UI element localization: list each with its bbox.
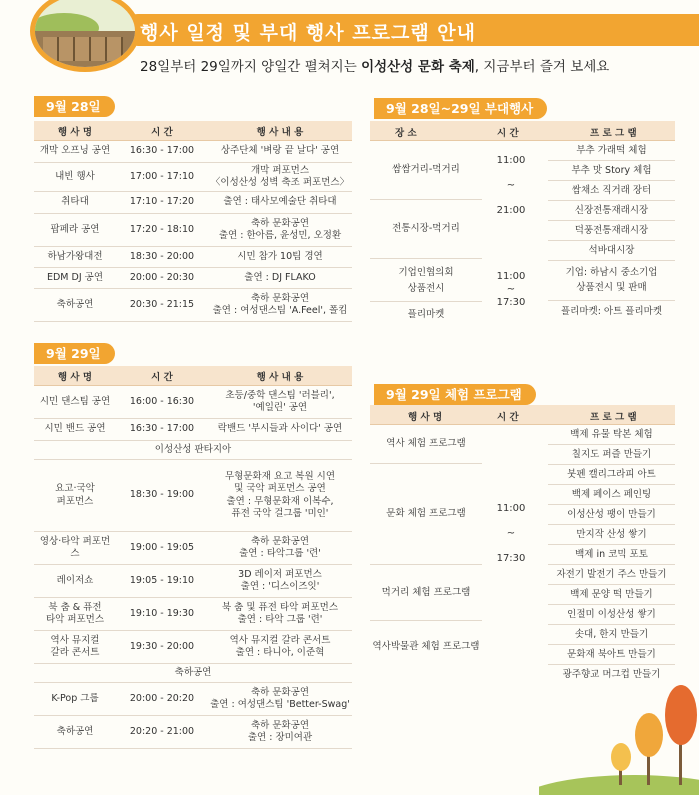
- program-list: [548, 141, 675, 323]
- day29-tag: 9월 29일: [34, 343, 115, 364]
- content-line: 축하 문화공연: [250, 686, 310, 698]
- program-name-cell: 문화 체험 프로그램: [370, 464, 482, 565]
- table-row: [34, 386, 352, 419]
- event-time: 20:00 - 20:20: [116, 683, 208, 716]
- event-time: 19:30 - 20:00: [116, 631, 208, 664]
- content-line: 초등/중학 댄스팀 '러블리',: [225, 389, 335, 401]
- program-item: 광주향교 머그컵 만들기: [562, 669, 661, 680]
- event-name: K-Pop 그룹: [34, 683, 116, 716]
- content-line: 개막 퍼포먼스: [250, 164, 310, 176]
- place-line: 기업인협의회: [398, 267, 454, 278]
- event-content: [208, 565, 352, 598]
- section-label: 축하공연: [34, 664, 352, 683]
- event-time: 17:20 - 18:10: [116, 214, 208, 247]
- event-name: 내빈 행사: [34, 163, 116, 192]
- col-header-name: 행 사 명: [34, 366, 116, 386]
- event-time: 16:00 - 16:30: [116, 386, 208, 419]
- program-item: 만지작 산성 쌓기: [548, 525, 675, 545]
- program-name-cell: 역사 체험 프로그램: [370, 425, 482, 464]
- time-cell: [482, 425, 540, 675]
- name-line: 퍼포먼스: [56, 495, 94, 507]
- experience-tag: 9월 29일 체험 프로그램: [374, 384, 536, 405]
- col-header-name: 행 사 명: [408, 412, 443, 423]
- time-sep: ~: [506, 284, 516, 295]
- event-content: 락밴드 '부시들과 사이다' 공연: [208, 419, 352, 441]
- tree-crown: [635, 713, 663, 757]
- content-line: 출연 : 타악그룹 '련': [239, 548, 321, 559]
- program-item: 부추 맛 Story 체험: [548, 161, 675, 181]
- time-start: 11:00: [496, 503, 526, 514]
- side-header-row: [370, 121, 675, 141]
- event-name: 축하공연: [34, 716, 116, 749]
- table-row: [34, 716, 352, 749]
- col-header-program: 프 로 그 램: [590, 412, 637, 423]
- program-item: 플리마켓: 아트 플리마켓: [560, 306, 662, 317]
- place-cell: 플리마켓: [407, 309, 445, 320]
- event-content: [208, 163, 352, 192]
- program-item: 붓펜 캘리그라피 아트: [548, 465, 675, 485]
- table-row: [34, 289, 352, 322]
- program-name-cell: 먹거리 체험 프로그램: [370, 565, 482, 621]
- program-item: 쌈채소 직거래 장터: [548, 181, 675, 201]
- event-name: [34, 598, 116, 631]
- time-sep: ~: [506, 180, 516, 191]
- table-row: [34, 631, 352, 664]
- tree-crown: [611, 743, 631, 771]
- content-line: 축하 문화공연: [250, 535, 310, 547]
- program-item: 신장전통재래시장: [548, 201, 675, 221]
- program-item: 이성산성 팽이 만들기: [548, 505, 675, 525]
- program-item: 부추 가래떡 체험: [548, 141, 675, 161]
- content-line: 무형문화재 요고 복원 시연: [224, 470, 335, 482]
- place-cell: [370, 261, 482, 302]
- event-time: 18:30 - 19:00: [116, 460, 208, 532]
- content-line: 북 춤 및 퓨전 타악 퍼포먼스: [221, 601, 339, 613]
- event-content: [208, 683, 352, 716]
- col-header-content: 행 사 내 용: [208, 366, 352, 386]
- event-time: 20:20 - 21:00: [116, 716, 208, 749]
- section-label: 이성산성 판타지아: [34, 441, 352, 460]
- event-name: 개막 오프닝 공연: [34, 141, 116, 163]
- day29-schedule: [34, 366, 352, 749]
- program-item: 자전기 발전기 주스 만들기: [548, 565, 675, 585]
- subtitle-highlight: 이성산성 문화 축제: [361, 59, 475, 75]
- name-line: 갈라 콘서트: [50, 647, 100, 658]
- program-item: [548, 261, 675, 301]
- event-content: [208, 532, 352, 565]
- day28-tag: 9월 28일: [34, 96, 115, 117]
- event-time: 19:05 - 19:10: [116, 565, 208, 598]
- time-end: 17:30: [496, 297, 526, 308]
- time-sep: ~: [506, 528, 516, 539]
- program-item: 석바대시장: [548, 241, 675, 261]
- col-header-place: 장 소: [395, 128, 417, 139]
- program-item: 솟대, 한지 만들기: [548, 625, 675, 645]
- tree-crown: [665, 685, 697, 745]
- col-header-time: 시 간: [116, 366, 208, 386]
- content-line: 출연 : 장미여관: [247, 732, 313, 743]
- program-item: 덕풍전통재래시장: [548, 221, 675, 241]
- time-start: 11:00: [496, 155, 526, 166]
- event-name: 시민 댄스팀 공연: [34, 386, 116, 419]
- content-line: 축하 문화공연: [250, 292, 310, 304]
- table-row: [34, 141, 352, 163]
- time-start: 11:00: [496, 271, 526, 282]
- time-end: 17:30: [496, 553, 526, 564]
- content-line: 출연 : 한아름, 윤성민, 오정환: [218, 230, 342, 241]
- program-item: 백제 in 코믹 포토: [548, 545, 675, 565]
- side-events-table: [370, 121, 675, 331]
- event-time: 20:00 - 20:30: [116, 268, 208, 289]
- program-item: 백제 문양 떡 만들기: [548, 585, 675, 605]
- event-time: 17:10 - 17:20: [116, 192, 208, 214]
- fortress-wall-graphic: [35, 31, 135, 67]
- fortress-logo: [30, 0, 140, 72]
- exp-header-row: [370, 405, 675, 425]
- experience-table: [370, 405, 675, 680]
- event-name: 팝페라 공연: [34, 214, 116, 247]
- content-line: 출연 : 무형문화재 이복수,: [226, 495, 334, 507]
- event-content: 시민 참가 10팀 경연: [208, 247, 352, 268]
- subtitle-text-end: , 지금부터 즐겨 보세요: [474, 59, 610, 75]
- event-name: 취타대: [34, 192, 116, 214]
- subtitle-text: 28일부터 29일까지 양일간 펼쳐지는: [140, 59, 362, 75]
- event-content: 상주단체 '벼랑 끝 날다' 공연: [208, 141, 352, 163]
- time-cell: [482, 263, 540, 327]
- col-header-content: 행 사 내 용: [208, 121, 352, 141]
- content-line: 퓨전 국악 걸그룹 '미인': [231, 508, 329, 519]
- time-end: 21:00: [496, 205, 526, 216]
- side-events-tag: 9월 28일~29일 부대행사: [374, 98, 547, 119]
- time-cell: [482, 141, 540, 259]
- program-item: 칠지도 퍼즐 만들기: [548, 445, 675, 465]
- place-cell: 전통시장-먹거리: [370, 200, 482, 259]
- event-content: [208, 716, 352, 749]
- table-row: [34, 565, 352, 598]
- event-name: EDM DJ 공연: [34, 268, 116, 289]
- event-content: 출연 : 태사모예술단 취타대: [208, 192, 352, 214]
- content-line: 〈이성산성 성벽 축조 퍼포먼스〉: [210, 177, 350, 188]
- program-item: 백제 유물 탁본 체험: [548, 425, 675, 445]
- col-header-time: 시 간: [116, 121, 208, 141]
- content-line: 역사 뮤지컬 갈라 콘서트: [229, 634, 331, 646]
- program-item: 문화재 북아트 만들기: [548, 645, 675, 665]
- event-name: [34, 460, 116, 532]
- table-row: [34, 532, 352, 565]
- program-line: 기업: 하남시 중소기업: [565, 267, 658, 278]
- content-line: 출연 : 타니아, 이준혁: [235, 647, 325, 658]
- content-line: 3D 레이저 퍼포먼스: [238, 568, 322, 580]
- event-name: 하남가왕대전: [34, 247, 116, 268]
- program-name-cell: 역사박물관 체험 프로그램: [372, 641, 480, 652]
- event-time: 19:00 - 19:05: [116, 532, 208, 565]
- program-item: 백제 페이스 페인팅: [548, 485, 675, 505]
- program-line: 상품전시 및 판매: [576, 282, 647, 293]
- exp-program-list: [548, 425, 675, 684]
- event-content: [208, 386, 352, 419]
- table-row: [34, 460, 352, 532]
- autumn-trees-illustration: [539, 675, 699, 795]
- table-row: [34, 163, 352, 192]
- table-row: [34, 247, 352, 268]
- content-line: 및 국악 퍼포먼스 공연: [234, 483, 326, 494]
- col-header-program: 프 로 그 램: [590, 128, 637, 139]
- table-row: [34, 214, 352, 247]
- event-name: 영상·타악 퍼포먼스: [34, 532, 116, 565]
- event-name: 시민 밴드 공연: [34, 419, 116, 441]
- content-line: 출연 : 타악 그룹 '련': [237, 614, 323, 625]
- content-line: 축하 문화공연: [250, 217, 310, 229]
- program-item: 인절미 이성산성 쌓기: [548, 605, 675, 625]
- place-cell: 쌈쌈거리-먹거리: [370, 141, 482, 200]
- section-row: [34, 664, 352, 683]
- subtitle: [140, 55, 609, 75]
- event-content: 출연 : DJ FLAKO: [208, 268, 352, 289]
- content-line: 출연 : 여성댄스팀 'A.Feel', 폴킴: [212, 305, 348, 316]
- title-banner: [122, 14, 699, 46]
- event-time: 19:10 - 19:30: [116, 598, 208, 631]
- table-row: [34, 683, 352, 716]
- col-header-time: 시 간: [497, 128, 519, 139]
- name-line: 역사 뮤지컬: [50, 634, 100, 646]
- col-header-time: 시 간: [497, 412, 519, 423]
- name-line: 요고·국악: [55, 483, 95, 494]
- event-name: [34, 631, 116, 664]
- table-row: [34, 419, 352, 441]
- event-content: [208, 460, 352, 532]
- event-content: [208, 289, 352, 322]
- event-content: [208, 631, 352, 664]
- content-line: 출연 : '디스이즈잇': [240, 581, 320, 592]
- name-line: 타악 퍼포먼스: [45, 614, 105, 625]
- day28-schedule: [34, 121, 352, 322]
- table-row: [34, 192, 352, 214]
- table-row: [34, 268, 352, 289]
- content-line: '예일린' 공연: [252, 402, 308, 413]
- event-time: 20:30 - 21:15: [116, 289, 208, 322]
- event-content: [208, 214, 352, 247]
- page-title: 행사 일정 및 부대 행사 프로그램 안내: [140, 22, 476, 44]
- event-name: 축하공연: [34, 289, 116, 322]
- event-time: 18:30 - 20:00: [116, 247, 208, 268]
- event-name: 레이저쇼: [34, 565, 116, 598]
- section-row: [34, 441, 352, 460]
- event-time: 16:30 - 17:00: [116, 141, 208, 163]
- event-time: 17:00 - 17:10: [116, 163, 208, 192]
- event-time: 16:30 - 17:00: [116, 419, 208, 441]
- place-line: 상품전시: [407, 283, 445, 294]
- col-header-name: 행 사 명: [34, 121, 116, 141]
- event-content: [208, 598, 352, 631]
- name-line: 북 춤 & 퓨전: [48, 601, 102, 613]
- content-line: 축하 문화공연: [250, 719, 310, 731]
- table-row: [34, 598, 352, 631]
- content-line: 출연 : 여성댄스팀 'Better-Swag': [210, 699, 350, 710]
